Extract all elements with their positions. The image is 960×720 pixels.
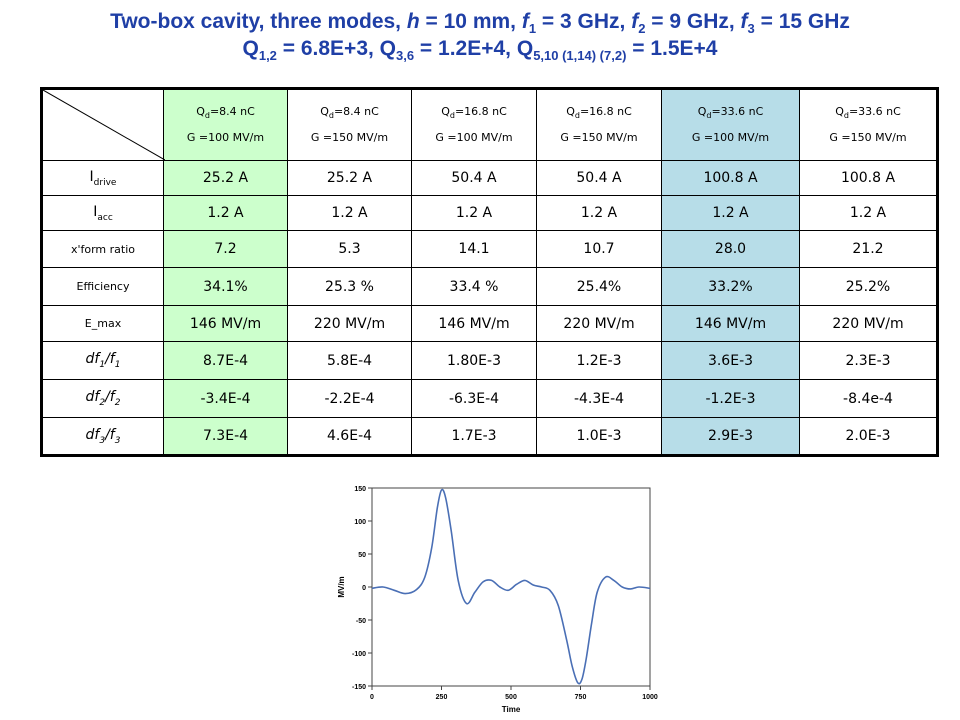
table-cell: 1.7E-3 xyxy=(412,418,537,456)
table-cell: 1.2 A xyxy=(662,196,800,231)
table-row xyxy=(42,196,938,231)
table-cell: 50.4 A xyxy=(537,161,662,196)
table-cell: 220 MV/m xyxy=(800,306,938,342)
row-label-efficiency: Efficiency xyxy=(42,268,164,306)
field-chart xyxy=(330,478,660,716)
table-cell: 4.6E-4 xyxy=(288,418,412,456)
y-tick-label: -150 xyxy=(351,684,366,691)
table-cell: 25.4% xyxy=(537,268,662,306)
table-cell: 220 MV/m xyxy=(288,306,412,342)
corner-cell xyxy=(42,89,164,161)
y-tick-label: 100 xyxy=(354,519,366,526)
table-cell: 25.2% xyxy=(800,268,938,306)
table-cell: -6.3E-4 xyxy=(412,380,537,418)
column-header: $Q_d=33.6$ nC G =100 MV/m xyxy=(662,89,800,161)
table-cell: 146 MV/m xyxy=(662,306,800,342)
table-cell: 33.4 % xyxy=(412,268,537,306)
table-cell: 5.3 xyxy=(288,231,412,268)
slide-title xyxy=(0,8,960,62)
table-cell: 14.1 xyxy=(412,231,537,268)
table-cell: 220 MV/m xyxy=(537,306,662,342)
table-cell: 1.2E-3 xyxy=(537,342,662,380)
table-cell: 1.0E-3 xyxy=(537,418,662,456)
row-label-xform-ratio: x'form ratio xyxy=(42,231,164,268)
x-tick-label: 1000 xyxy=(642,694,658,701)
table-cell: -3.4E-4 xyxy=(164,380,288,418)
table-cell: 146 MV/m xyxy=(164,306,288,342)
table-cell: 1.2 A xyxy=(412,196,537,231)
table-cell: 7.3E-4 xyxy=(164,418,288,456)
table-cell: 10.7 xyxy=(537,231,662,268)
table-header-row xyxy=(42,89,938,161)
y-axis-label: MV/m xyxy=(337,576,346,598)
table-cell: 1.2 A xyxy=(537,196,662,231)
table-cell: 33.2% xyxy=(662,268,800,306)
y-tick-label: -50 xyxy=(355,618,366,625)
table-cell: 3.6E-3 xyxy=(662,342,800,380)
table-row xyxy=(42,161,938,196)
table-cell: 2.0E-3 xyxy=(800,418,938,456)
column-header: $Q_d=8.4$ nC G =100 MV/m xyxy=(164,89,288,161)
table-cell: 34.1% xyxy=(164,268,288,306)
column-header: $Q_d=8.4$ nC G =150 MV/m xyxy=(288,89,412,161)
column-header: $Q_d=16.8$ nC G =100 MV/m xyxy=(412,89,537,161)
x-tick-label: 500 xyxy=(505,694,517,701)
table-row xyxy=(42,268,938,306)
table-cell: 1.2 A xyxy=(800,196,938,231)
row-label-i-drive: $I_{drive}$ xyxy=(42,161,164,196)
table-cell: 50.4 A xyxy=(412,161,537,196)
table-cell: 28.0 xyxy=(662,231,800,268)
table-cell: 1.2 A xyxy=(164,196,288,231)
row-label-df3-f3: $df_3/f_3$ xyxy=(42,418,164,456)
title-line-2: $Q_{1,2} = 6.8E+3$, $Q_{3,6} = 1.2E+4$, $Q_{5,10 (1,14) (7,2)} = 1.5E+4$ xyxy=(242,37,718,64)
table-cell: 2.9E-3 xyxy=(662,418,800,456)
column-header: $Q_d=33.6$ nC G =150 MV/m xyxy=(800,89,938,161)
table-cell: -2.2E-4 xyxy=(288,380,412,418)
table-cell: 1.80E-3 xyxy=(412,342,537,380)
table-row xyxy=(42,306,938,342)
table-row xyxy=(42,231,938,268)
y-tick-label: 0 xyxy=(362,585,366,592)
table-row xyxy=(42,380,938,418)
results-table xyxy=(40,87,939,457)
row-label-df2-f2: $df_2/f_2$ xyxy=(42,380,164,418)
field-chart-svg xyxy=(330,478,660,716)
title-line-1: Two-box cavity, three modes, h = 10 mm, $f_1 = 3$ GHz, $f_2 = 9$ GHz, $f_3 = 15$ GHz xyxy=(110,10,850,37)
x-axis-label: Time xyxy=(501,705,521,714)
y-tick-label: 50 xyxy=(358,552,366,559)
table-cell: 21.2 xyxy=(800,231,938,268)
table-cell: 8.7E-4 xyxy=(164,342,288,380)
x-tick-label: 0 xyxy=(370,694,374,701)
table-cell: 1.2 A xyxy=(288,196,412,231)
x-tick-label: 750 xyxy=(574,694,587,701)
table-cell: 100.8 A xyxy=(662,161,800,196)
table-row xyxy=(42,418,938,456)
x-tick-label: 250 xyxy=(435,694,448,701)
table-cell: 5.8E-4 xyxy=(288,342,412,380)
table-row xyxy=(42,342,938,380)
table-cell: 146 MV/m xyxy=(412,306,537,342)
table-cell: 25.2 A xyxy=(164,161,288,196)
row-label-df1-f1: $df_1/f_1$ xyxy=(42,342,164,380)
table-cell: 100.8 A xyxy=(800,161,938,196)
table-cell: 7.2 xyxy=(164,231,288,268)
table-cell: -4.3E-4 xyxy=(537,380,662,418)
column-header: $Q_d=16.8$ nC G =150 MV/m xyxy=(537,89,662,161)
corner-diagonal xyxy=(43,90,165,160)
y-tick-label: 150 xyxy=(354,486,366,493)
table-cell: 2.3E-3 xyxy=(800,342,938,380)
table-cell: -8.4e-4 xyxy=(800,380,938,418)
table-cell: -1.2E-3 xyxy=(662,380,800,418)
row-label-i-acc: $I_{acc}$ xyxy=(42,196,164,231)
table-cell: 25.2 A xyxy=(288,161,412,196)
y-tick-label: -100 xyxy=(351,651,366,658)
row-label-e-max: E_max xyxy=(42,306,164,342)
plot-area xyxy=(372,488,650,686)
table-cell: 25.3 % xyxy=(288,268,412,306)
